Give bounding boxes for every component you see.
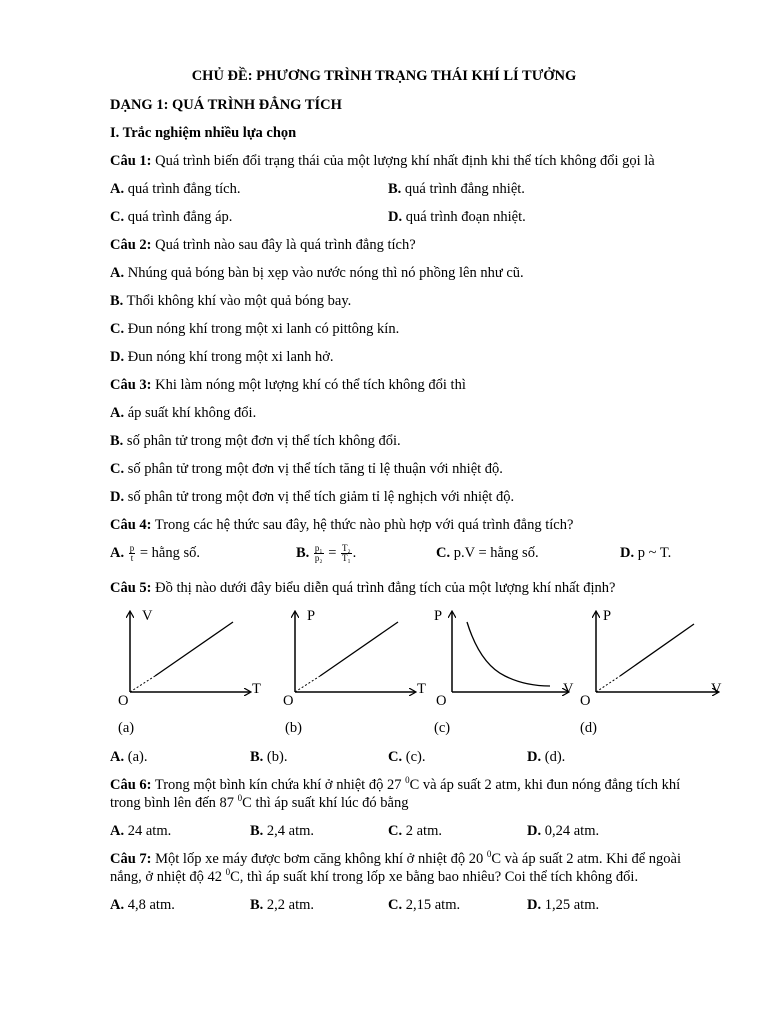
question-text: Quá trình nào sau đây là quá trình đẳng tích? bbox=[151, 237, 416, 253]
question-3 bbox=[110, 376, 466, 394]
question-2 bbox=[110, 236, 416, 254]
question-7-line-2: nắng, ở nhiệt độ 42 $^0$C, thì áp suất khí trong lốp xe bằng bao nhiêu? Coi thể tích không đổi. bbox=[110, 867, 639, 885]
q6-option-c: C. 2 atm. bbox=[388, 823, 442, 839]
subsection-heading: I. Trắc nghiệm nhiều lựa chọn bbox=[110, 125, 297, 141]
q6-option-d: D. 0,24 atm. bbox=[527, 823, 600, 839]
graph-c-origin: O bbox=[436, 693, 447, 709]
q3-option-d: D. số phân tử trong một đơn vị thể tích giảm tỉ lệ nghịch với nhiệt độ. bbox=[110, 489, 515, 505]
question-4 bbox=[110, 516, 573, 534]
graph-c-x-label: V bbox=[563, 681, 574, 697]
question-label: Câu 1: bbox=[110, 153, 152, 169]
graph-b-origin: O bbox=[283, 693, 294, 709]
graph-d-caption: (d) bbox=[580, 720, 597, 736]
q3-option-b: B. số phân tử trong một đơn vị thể tích không đổi. bbox=[110, 433, 401, 449]
graph-a-origin: O bbox=[118, 693, 129, 709]
q4-option-b: B. $\frac{\text{p₁}}{\text{p₂}}$ = $\frac{\text{T₂}}{\text{T₁}}$ . bbox=[296, 543, 357, 564]
q4-option-a: A. $\frac{p}{t}$ = hằng số. bbox=[110, 543, 200, 564]
question-label: Câu 2: bbox=[110, 237, 152, 253]
question-7-line-1: Câu 7: Một lốp xe máy được bơm căng không khí ở nhiệt độ 20 $^0$C và áp suất 2 atm. Khi để ngoài bbox=[110, 849, 681, 867]
q1-option-c: C. quá trình đẳng áp. bbox=[110, 209, 233, 225]
q6-option-b: B. 2,4 atm. bbox=[250, 823, 315, 839]
graph-c-y-label: P bbox=[434, 608, 443, 624]
graph-a-y-label: V bbox=[142, 608, 153, 624]
q4-option-d: D. p ~ T. bbox=[620, 545, 672, 561]
q5-option-b: B. (b). bbox=[250, 749, 288, 765]
question-text: Khi làm nóng một lượng khí có thể tích không đổi thì bbox=[151, 377, 466, 393]
graph-c bbox=[452, 612, 568, 692]
question-label: Câu 6: bbox=[110, 777, 152, 793]
question-6-line-2: trong bình lên đến 87 $^0$C thì áp suất khí lúc đó bằng bbox=[110, 793, 409, 811]
q5-option-a: A. (a). bbox=[110, 749, 148, 765]
q3-option-c: C. số phân tử trong một đơn vị thể tích tăng tỉ lệ thuận với nhiệt độ. bbox=[110, 461, 503, 477]
q2-option-a: A. Nhúng quả bóng bàn bị xẹp vào nước nóng thì nó phồng lên như cũ. bbox=[110, 265, 524, 281]
q1-option-a: A. quá trình đẳng tích. bbox=[110, 181, 241, 197]
q3-option-a: A. áp suất khí không đổi. bbox=[110, 405, 257, 421]
q5-graphs bbox=[110, 604, 730, 724]
q7-option-d: D. 1,25 atm. bbox=[527, 897, 600, 913]
question-text: Quá trình biến đổi trạng thái của một lượng khí nhất định khi thể tích không đổi gọi là bbox=[151, 153, 655, 169]
graph-d-origin: O bbox=[580, 693, 591, 709]
question-5 bbox=[110, 579, 615, 597]
q1-option-d: D. quá trình đoạn nhiệt. bbox=[388, 209, 526, 225]
page-title: CHỦ ĐỀ: PHƯƠNG TRÌNH TRẠNG THÁI KHÍ LÍ TƯỞNG bbox=[191, 68, 577, 84]
graph-b-y-label: P bbox=[307, 608, 316, 624]
question-text: Trong các hệ thức sau đây, hệ thức nào phù hợp với quá trình đẳng tích? bbox=[151, 517, 574, 533]
question-label: Câu 5: bbox=[110, 580, 152, 596]
graph-b-caption: (b) bbox=[285, 720, 302, 736]
q1-option-b: B. quá trình đẳng nhiệt. bbox=[388, 181, 525, 197]
q5-option-d: D. (d). bbox=[527, 749, 566, 765]
question-text: Đồ thị nào dưới đây biểu diễn quá trình đẳng tích của một lượng khí nhất định? bbox=[151, 580, 616, 596]
graph-d-y-label: P bbox=[603, 608, 612, 624]
q2-option-d: D. Đun nóng khí trong một xi lanh hở. bbox=[110, 349, 334, 365]
q5-option-c: C. (c). bbox=[388, 749, 426, 765]
q6-option-a: A. 24 atm. bbox=[110, 823, 172, 839]
graph-b-x-label: T bbox=[417, 681, 426, 697]
fraction-p1-over-p2: $\frac{\text{p₁}}{\text{p₂}}$ bbox=[314, 543, 323, 564]
q7-option-c: C. 2,15 atm. bbox=[388, 897, 461, 913]
fraction-t2-over-t1: $\frac{\text{T₂}}{\text{T₁}}$ bbox=[342, 543, 351, 564]
question-label: Câu 3: bbox=[110, 377, 152, 393]
graph-d-x-label: V bbox=[711, 681, 722, 697]
q7-option-a: A. 4,8 atm. bbox=[110, 897, 175, 913]
question-label: Câu 7: bbox=[110, 851, 152, 867]
question-6-line-1: Câu 6: Trong một bình kín chứa khí ở nhiệt độ 27 $^0$C và áp suất 2 atm, khi đun nóng đẳng tích khí bbox=[110, 775, 681, 793]
question-label: Câu 4: bbox=[110, 517, 152, 533]
section-heading: DẠNG 1: QUÁ TRÌNH ĐẲNG TÍCH bbox=[110, 97, 342, 113]
q7-option-b: B. 2,2 atm. bbox=[250, 897, 315, 913]
q2-option-b: B. Thổi không khí vào một quả bóng bay. bbox=[110, 293, 352, 309]
graph-a-caption: (a) bbox=[118, 720, 135, 736]
q2-option-c: C. Đun nóng khí trong một xi lanh có pittông kín. bbox=[110, 321, 400, 337]
graph-a-x-label: T bbox=[252, 681, 261, 697]
question-1 bbox=[110, 152, 655, 170]
graph-d bbox=[596, 612, 718, 692]
q4-option-c: C. p.V = hằng số. bbox=[436, 545, 539, 561]
fraction-p-over-t: $\frac{p}{t}$ bbox=[129, 543, 135, 564]
graph-c-caption: (c) bbox=[434, 720, 451, 736]
